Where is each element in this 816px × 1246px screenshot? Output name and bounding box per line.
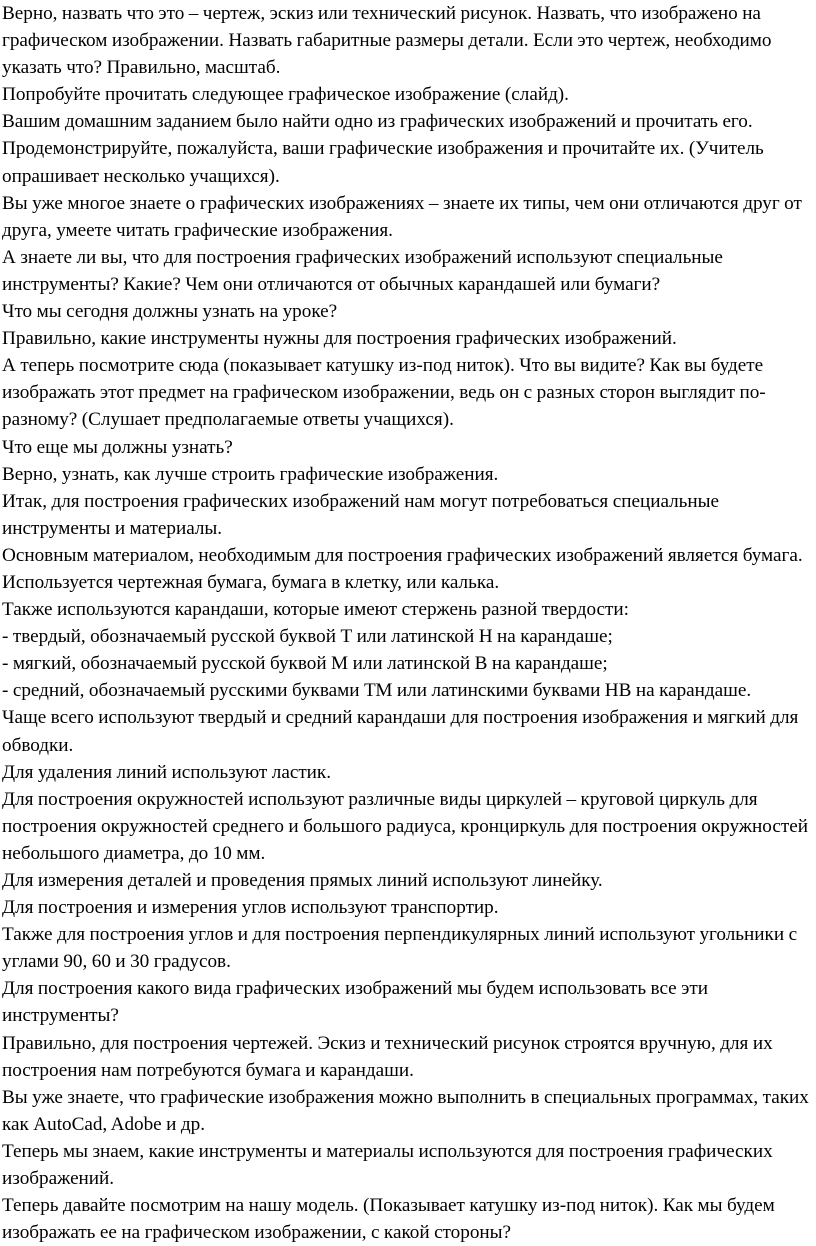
paragraph-2: Попробуйте прочитать следующее графическое изображение (слайд). [2, 84, 569, 106]
paragraph-21: Для построения и измерения углов используют транспортир. [2, 897, 499, 919]
paragraph-4: Вы уже многое знаете о графических изображениях – знаете их типы, чем они отличаются друг от друга, умеете читать графические изображения. [2, 192, 802, 241]
paragraph-26: Теперь мы знаем, какие инструменты и материалы используются для построения графических изображений. [2, 1140, 773, 1190]
paragraph-10: Верно, узнать, как лучше строить графические изображения. [2, 463, 499, 485]
list-item-medium-pencil: - средний, обозначаемый русскими буквами ТМ или латинскими буквами НВ на карандаше. [2, 680, 752, 702]
paragraph-27: Теперь давайте посмотрим на нашу модель. (Показывает катушку из-под ниток). Как мы будем изображать ее на графическом изображении, с какой стороны? [2, 1195, 775, 1244]
paragraph-20: Для измерения деталей и проведения прямых линий используют линейку. [2, 870, 603, 891]
paragraph-17: Чаще всего используют твердый и средний карандаши для построения изображения и мягкий для обводки. [2, 707, 799, 756]
paragraph-1: Верно, назвать что это – чертеж, эскиз или технический рисунок. Назвать, что изображено на графическом изображении. Назвать габаритные размеры детали. Если это чертеж, необходимо указать что? Правильно, масштаб. [2, 3, 772, 79]
paragraph-8: А теперь посмотрите сюда (показывает катушку из-под ниток). Что вы видите? Как вы будете изображать этот предмет на графическом изображении, ведь он с разных сторон выглядит по-разному? (Слушает предполагаемые ответы учащихся). [2, 355, 766, 431]
paragraph-25: Вы уже знаете, что графические изображения можно выполнить в специальных программах, таких как AutoCad, Adobe и др. [2, 1086, 809, 1135]
paragraph-19: Для построения окружностей используют различные виды циркулей – круговой циркуль для построения окружностей среднего и большого радиуса, кронциркуль для построения окружностей небольшого диаметра, до 10 мм. [2, 788, 808, 864]
paragraph-23: Для построения какого вида графических изображений мы будем использовать все эти инструменты? [2, 978, 708, 1027]
paragraph-5: А знаете ли вы, что для построения графических изображений используют специальные инструменты? Какие? Чем они отличаются от обычных карандашей или бумаги? [2, 246, 723, 295]
paragraph-12: Основным материалом, необходимым для построения графических изображений является бумага. Используется чертежная бумага, бумага в клетку, или калька. [2, 544, 803, 593]
paragraph-7: Правильно, какие инструменты нужны для построения графических изображений. [2, 328, 677, 350]
paragraph-13: Также используются карандаши, которые имеют стержень разной твердости: [2, 599, 629, 621]
paragraph-24: Правильно, для построения чертежей. Эскиз и технический рисунок строятся вручную, для их построения нам потребуются бумага и карандаши. [2, 1032, 773, 1081]
paragraph-22: Также для построения углов и для построения перпендикулярных линий используют угольники с углами 90, 60 и 30 градусов. [2, 924, 798, 973]
paragraph-11: Итак, для построения графических изображений нам могут потребоваться специальные инструменты и материалы. [2, 490, 720, 539]
paragraph-18: Для удаления линий используют ластик. [2, 761, 332, 783]
paragraph-9: Что еще мы должны узнать? [2, 436, 233, 458]
list-item-hard-pencil: - твердый, обозначаемый русской буквой Т или латинской Н на карандаше; [2, 626, 613, 648]
list-item-soft-pencil: - мягкий, обозначаемый русской буквой М или латинской В на карандаше; [2, 653, 608, 675]
paragraph-6: Что мы сегодня должны узнать на уроке? [2, 301, 338, 323]
paragraph-3: Вашим домашним заданием было найти одно из графических изображений и прочитать его. Продемонстрируйте, пожалуйста, ваши графические изображения и прочитайте их. (Учитель опрашивает несколько учащихся). [2, 111, 764, 187]
